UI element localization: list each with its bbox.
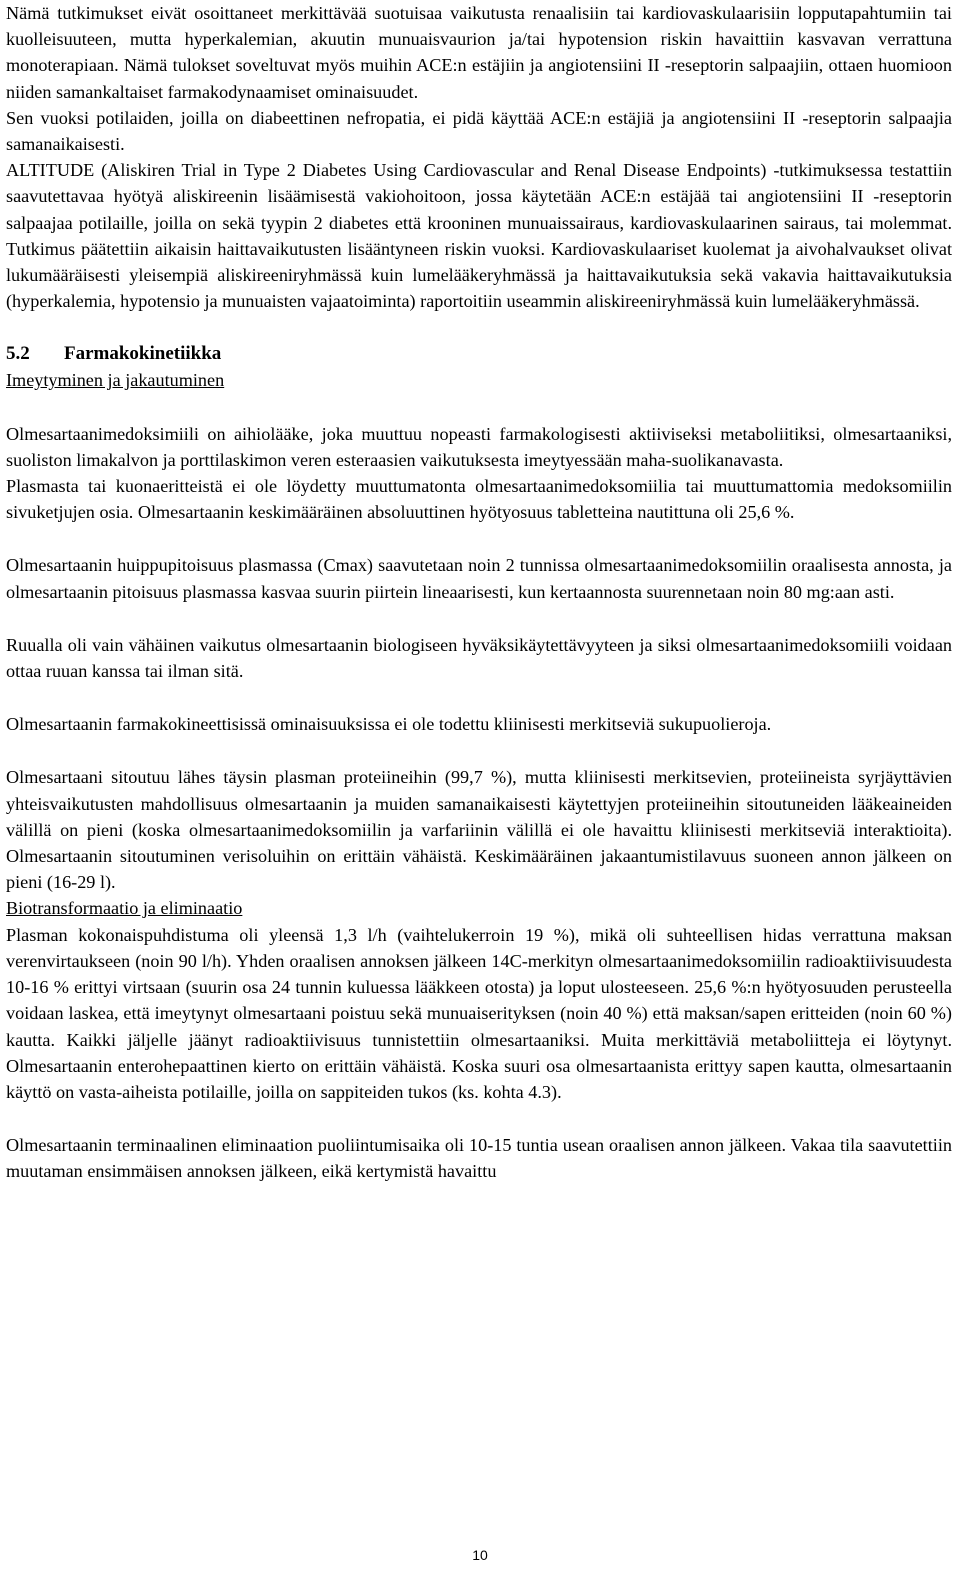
- paragraph-altitude-trial: ALTITUDE (Aliskiren Trial in Type 2 Diabetes Using Cardiovascular and Renal Disease Endpoints) -tutkimuksessa testattiin saavutettavaa hyötyä aliskireenin lisäämisestä vakiohoitoon, jossa käytetään ACE:n estäjää tai angiotensiini II -reseptorin salpaajaa potilaille, joilla on sekä tyypin 2 diabetes että krooninen munuaissairaus, kardiovaskulaarinen sairaus, tai molemmat. Tutkimus päätettiin aikaisin haittavaikutusten lisääntyneen riskin vuoksi. Kardiovaskulaariset kuolemat ja aivohalvaukset olivat lukumääräisesti yleisempiä aliskireeniryhmässä kuin lumelääkeryhmässä ja haittavaikutuksia sekä vakavia haittavaikutuksia (hyperkalemia, hypotensio ja munuaisten vajaatoiminta) raportoitiin useammin aliskireeniryhmässä kuin lumelääkeryhmässä.: [6, 160, 952, 312]
- paragraph-combination-therapy-results: Nämä tutkimukset eivät osoittaneet merkittävää suotuisaa vaikutusta renaalisiin tai kardiovaskulaarisiin lopputapahtumiin tai kuolleisuuteen, mutta hyperkalemian, akuutin munuaisvaurion ja/tai hypotension riskin havaittiin kasvavan verrattuna monoterapiaan. Nämä tulokset soveltuvat myös muihin ACE:n estäjiin ja angiotensiini II -reseptorin salpaajiin, ottaen huomioon niiden samankaltaiset farmakodynaamiset ominaisuudet.: [6, 3, 952, 102]
- paragraph-clearance: Plasman kokonaispuhdistuma oli yleensä 1,3 l/h (vaihtelukerroin 19 %), mikä oli suhteellisen hidas verrattuna maksan verenvirtaukseen (noin 90 l/h). Yhden oraalisen annoksen jälkeen 14C-merkityn olmesartaanimedoksomiilin radioaktiivisuudesta 10-16 % erittyi virtsaan (suurin osa 24 tunnin kuluessa lääkkeen otosta) ja loput ulosteeseen. 25,6 %:n hyötyosuuden perusteella voidaan laskea, että imeytynyt olmesartaani poistuu sekä munuaiserityksen (noin 40 %) että maksan/sapen eritteiden (noin 60 %) kautta. Kaikki jäljelle jäänyt radioaktiivisuus tunnistettiin olmesartaaniksi. Muita merkittäviä metaboliitteja ei löytynyt. Olmesartaanin enterohepaattinen kierto on erittäin vähäistä. Koska suuri osa olmesartaanista erittyy sapen kautta, olmesartaanin käyttö on vasta-aiheista potilaille, joilla on sappiteiden tukos (ks. kohta 4.3).: [6, 924, 952, 1102]
- section-number: 5.2: [6, 343, 30, 365]
- paragraph-gender-differences: Olmesartaanin farmakokineettisissä ominaisuuksissa ei ole todettu kliinisesti merkitseviä sukupuolieroja.: [6, 714, 772, 735]
- paragraph-protein-binding: Olmesartaani sitoutuu lähes täysin plasman proteiineihin (99,7 %), mutta kliinisesti merkitsevien, proteiineista syrjäyttävien yhteisvaikutusten mahdollisuus olmesartaanin ja muiden samanaikaisesti käytettyjen proteiineihin sitoutuneiden lääkeaineiden välillä on pieni (koska olmesartaanimedoksomiilin ja varfariinin välillä ei ole havaittu kliinisesti merkitseviä interaktioita). Olmesartaanin sitoutuminen verisoluihin on erittäin vähäistä. Keskimääräinen jakaantumistilavuus suoneen annon jälkeen on pieni (16-29 l).: [6, 767, 952, 893]
- paragraph-prodrug: Olmesartaanimedoksimiili on aihiolääke, joka muuttuu nopeasti farmakologisesti aktiiviseksi metaboliitiksi, olmesartaaniksi, suoliston limakalvon ja porttilaskimon veren esteraasien vaikutuksesta imeytyessään maha-suolikanavasta.: [6, 423, 952, 470]
- document-page: [6, 0, 952, 1185]
- subheading-absorption: Imeytyminen ja jakautuminen: [6, 370, 225, 391]
- paragraph-food-effect: Ruualla oli vain vähäinen vaikutus olmesartaanin biologiseen hyväksikäytettävyyteen ja siksi olmesartaanimedoksomiili voidaan ottaa ruuan kanssa tai ilman sitä.: [6, 634, 952, 682]
- section-title: Farmakokinetiikka: [64, 343, 222, 365]
- paragraph-cmax: Olmesartaanin huippupitoisuus plasmassa (Cmax) saavutetaan noin 2 tunnissa olmesartaanimedoksomiilin oraalisesta annosta, ja olmesartaanin pitoisuus plasmassa kasvaa suurin piirtein lineaarisesti, kun kertaannosta suurennetaan noin 80 mg:aan asti.: [6, 555, 952, 602]
- paragraph-half-life: Olmesartaanin terminaalinen eliminaation puoliintumisaika oli 10-15 tuntia usean oraalisen annon jälkeen. Vakaa tila saavutettiin muutaman ensimmäisen annoksen jälkeen, eikä kertymistä havaittu: [6, 1135, 952, 1182]
- page-number: 10: [472, 1547, 488, 1563]
- paragraph-diabetic-nephropathy-warning: Sen vuoksi potilaiden, joilla on diabeettinen nefropatia, ei pidä käyttää ACE:n estäjiä ja angiotensiini II -reseptorin salpaajia samanaikaisesti.: [6, 107, 952, 155]
- section-heading: [6, 341, 952, 367]
- subheading-biotransformation: Biotransformaatio ja eliminaatio: [6, 898, 243, 919]
- paragraph-bioavailability: Plasmasta tai kuonaeritteistä ei ole löydetty muuttumatonta olmesartaanimedoksomiilia tai muuttumattomia medoksomiilin sivuketjujen osia. Olmesartaanin keskimääräinen absoluuttinen hyötyosuus tabletteina nautittuna oli 25,6 %.: [6, 476, 952, 523]
